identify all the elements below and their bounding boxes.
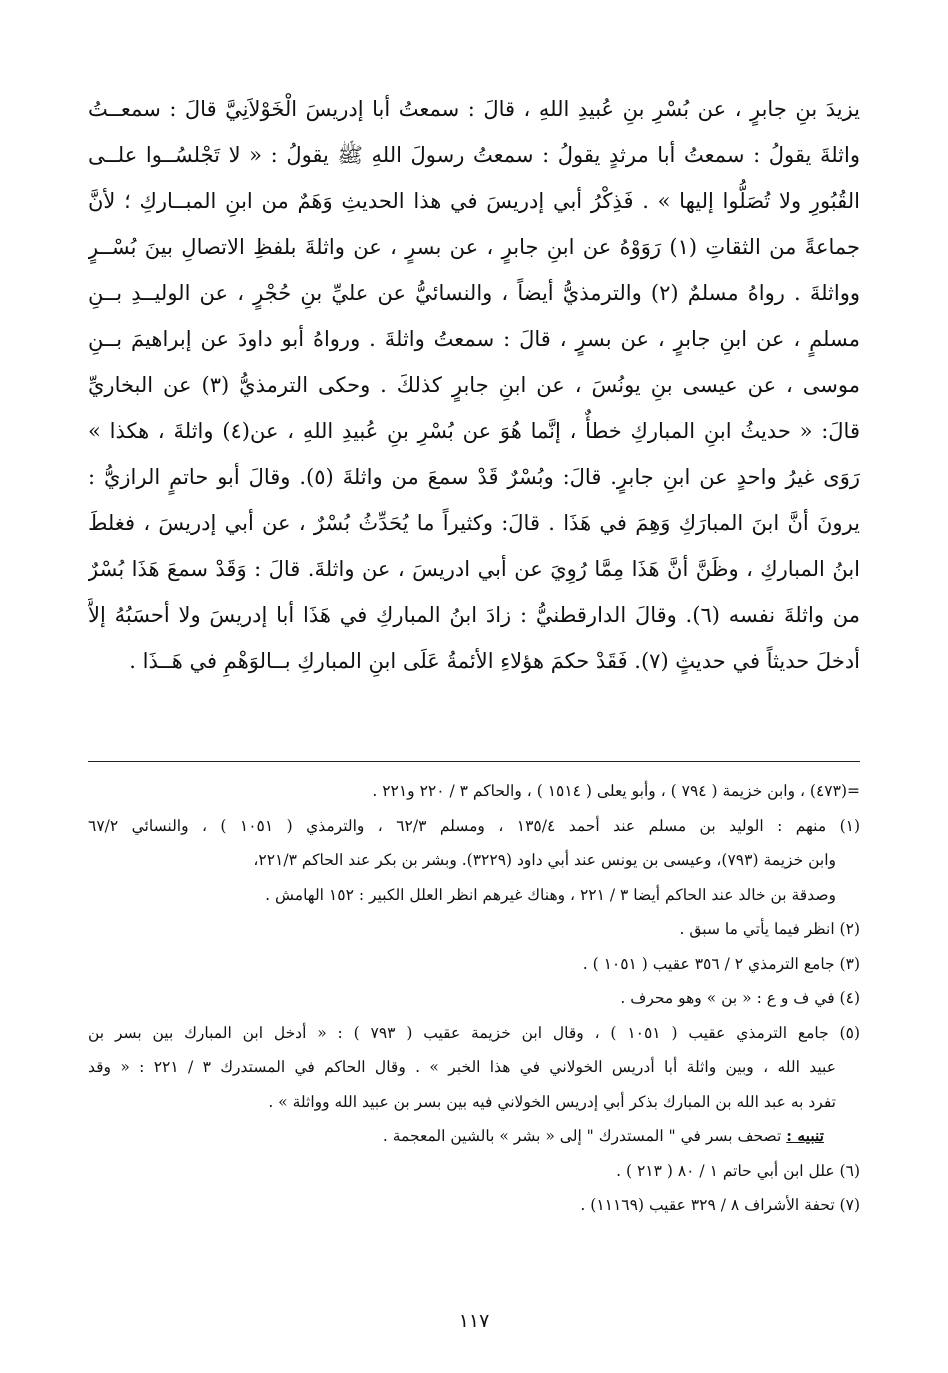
- footnotes: [88, 774, 860, 1223]
- footnote-5: (٥) جامع الترمذي عقيب ( ١٠٥١ ) ، وقال ابن خزيمة عقيب ( ٧٩٣ ) : « أدخل ابن المبارك بين بسر بن: [88, 1023, 860, 1042]
- footnote-6: (٦) علل ابن أبي حاتم ١ / ٨٠ ( ٢١٣ ) .: [616, 1161, 860, 1180]
- main-body-text: [88, 86, 860, 684]
- footnote-5-continued: عبيد الله ، وبين واثلة أبا أدريس الخولاني في هذا الخبر » . وقال الحاكم في المستدرك ٣ / ٢٢١ : « وقد: [88, 1058, 836, 1076]
- body-line: وواثلةَ . رواهُ مسلمٌ (٢) والترمذيُّ أيضاً ، والنسائيُّ عن عليِّ بنِ حُجْرٍ ، عن الوليــدِ بــنِ: [88, 281, 860, 305]
- body-line: مسلمٍ ، عن ابنِ جابرٍ ، عن بسرٍ ، قالَ : سمعتُ واثلةَ . ورواهُ أبو داودَ عن إبراهيمَ بــنِ: [88, 327, 860, 351]
- footnote-2: (٢) انظر فيما يأتي ما سبق .: [679, 920, 860, 938]
- footnote-note: [88, 1119, 860, 1154]
- body-line: من واثلةَ نفسه (٦). وقالَ الدارقطنيُّ : زادَ ابنُ المباركِ في هَذَا أبا إدريسَ ولا أحسَبُهُ إلاَّ: [88, 603, 860, 627]
- body-line: واثلةَ يقولُ : سمعتُ أبا مرثدٍ يقولُ : سمعتُ رسولَ اللهِ ﷺ يقولُ : « لا تَجْلسُــوا علــى: [88, 143, 860, 167]
- footnote-1: (١) منهم : الوليد بن مسلم عند أحمد ١٣٥/٤ ، ومسلم ٦٢/٣ ، والترمذي ( ١٠٥١ ) ، والنسائي ٦٧/٢: [88, 816, 860, 835]
- body-line: ابنُ المباركِ ، وظَنَّ أنَّ هَذَا مِمَّا رُوِيَ عن أبي ادريسَ ، عن واثلةَ. قالَ : وَقَدْ سمعَ هَذَا بُسْرٌ: [88, 557, 860, 581]
- footnote-1-continued: وابن خزيمة (٧٩٣)، وعيسى بن يونس عند أبي داود (٣٢٢٩). وبشر بن بكر عند الحاكم ٢٢١/٣،: [253, 851, 836, 869]
- body-line: يزيدَ بنِ جابرٍ ، عن بُسْرِ بنِ عُبيدِ اللهِ ، قالَ : سمعتُ أبا إدريسَ الْخَوْلاَنِيَّ قالَ : سمعــتُ: [88, 97, 860, 121]
- body-line: موسى ، عن عيسى بنِ يونُسَ ، عن ابنِ جابرٍ كذلكَ . وحكى الترمذيُّ (٣) عن البخاريِّ: [88, 373, 860, 397]
- footnote-3: (٣) جامع الترمذي ٢ / ٣٥٦ عقيب ( ١٠٥١ ) .: [582, 954, 860, 973]
- body-line: يرونَ أنَّ ابنَ المبارَكِ وَهِمَ في هَذَا . قالَ: وكثيراً ما يُحَدِّثُ بُسْرٌ ، عن أبي إدريسَ ، فغلطَ: [88, 511, 860, 535]
- body-line: رَوَى غيرُ واحدٍ عن ابنِ جابرٍ. قالَ: وبُسْرٌ قَدْ سمعَ من واثلةَ (٥). وقالَ أبو حاتمٍ الرازيُّ :: [88, 465, 860, 489]
- body-line: القُبُورِ ولا تُصَلُّوا إليها » . فَذِكْرُ أبي إدريسَ في هذا الحديثِ وَهَمٌ من ابنِ المبــاركِ ؛ لأنَّ: [88, 189, 860, 213]
- footnote-5-continued: تفرد به عبد الله بن المبارك بذكر أبي إدريس الخولاني فيه بين بسر بن عبيد الله وواثلة » .: [268, 1092, 836, 1111]
- footnote-4: (٤) في ف و ع : « بن » وهو محرف .: [620, 989, 860, 1007]
- body-line: قالَ: « حديثُ ابنِ المباركِ خطأٌ ، إنَّما هُوَ عن بُسْرِ بنِ عُبيدِ اللهِ ، عن(٤) واثلةَ ، هكذا »: [88, 419, 860, 443]
- note-text: تصحف بسر في " المستدرك " إلى « بشر » بالشين المعجمة .: [382, 1127, 787, 1145]
- body-line: أدخلَ حديثاً في حديثٍ (٧). فَقَدْ حكمَ هؤلاءِ الأئمةُ عَلَى ابنِ المباركِ بــالوَهْمِ في هَــذَا .: [129, 649, 860, 673]
- page-number: ١١٧: [458, 1310, 490, 1332]
- note-label: تنبيه :: [786, 1126, 824, 1145]
- body-line: جماعةً من الثقاتِ (١) رَوَوْهُ عن ابنِ جابرٍ ، عن بسرٍ ، عن واثلةَ بلفظِ الاتصالِ بينَ بُسْــرٍ: [88, 235, 860, 259]
- footnote-separator: [88, 761, 860, 762]
- footnote-7: (٧) تحفة الأشراف ٨ / ٣٢٩ عقيب (١١١٦٩) .: [580, 1196, 860, 1214]
- footnote-carryover: =(٤٧٣) ، وابن خزيمة ( ٧٩٤ ) ، وأبو يعلى ( ١٥١٤ ) ، والحاكم ٣ / ٢٢٠ و٢٢١ .: [372, 782, 860, 800]
- footnote-1-continued: وصدقة بن خالد عند الحاكم أيضا ٣ / ٢٢١ ، وهناك غيرهم انظر العلل الكبير : ١٥٢ الهامش .: [265, 885, 836, 904]
